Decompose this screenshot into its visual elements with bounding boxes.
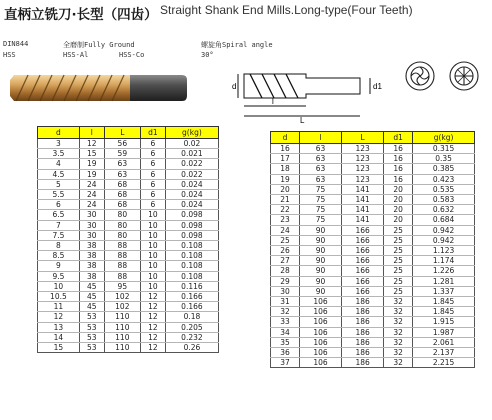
table-cell: 32	[384, 358, 413, 368]
table-cell: 88	[104, 251, 140, 261]
table-cell: 0.098	[165, 210, 218, 220]
table-cell: 102	[104, 292, 140, 302]
table-cell: 7.5	[38, 230, 80, 240]
table-cell: 80	[104, 210, 140, 220]
table-cell: 45	[79, 302, 104, 312]
table-row	[271, 286, 475, 296]
table-row	[271, 154, 475, 164]
table-cell: 32	[384, 297, 413, 307]
col-header-l: l	[299, 132, 341, 144]
table-cell: 141	[342, 184, 384, 194]
table-header-row	[38, 127, 219, 139]
table-cell: 9	[38, 261, 80, 271]
table-cell: 24	[79, 200, 104, 210]
title-row	[4, 3, 158, 25]
table-cell: 106	[299, 337, 341, 347]
table-cell: 0.166	[165, 292, 218, 302]
table-cell: 110	[104, 343, 140, 353]
spec-standard: DIN844	[3, 40, 29, 48]
material-hss-al: HSS-Al	[63, 51, 89, 59]
table-cell: 166	[342, 246, 384, 256]
table-cell: 68	[104, 200, 140, 210]
table-cell: 17	[271, 154, 300, 164]
table-cell: 90	[299, 246, 341, 256]
table-cell: 10	[140, 281, 165, 291]
table-cell: 88	[104, 271, 140, 281]
table-cell: 25	[384, 235, 413, 245]
table-cell: 24	[271, 225, 300, 235]
table-cell: 75	[299, 205, 341, 215]
table-cell: 0.18	[165, 312, 218, 322]
table-cell: 2.215	[413, 358, 475, 368]
table-row	[38, 230, 219, 240]
table-row	[38, 292, 219, 302]
table-cell: 0.423	[413, 174, 475, 184]
table-row	[38, 159, 219, 169]
table-cell: 1.845	[413, 297, 475, 307]
table-cell: 63	[104, 169, 140, 179]
table-cell: 68	[104, 190, 140, 200]
table-cell: 32	[384, 327, 413, 337]
table-cell: 53	[79, 322, 104, 332]
table-cell: 166	[342, 266, 384, 276]
end-mill-photo	[8, 66, 190, 110]
table-cell: 88	[104, 261, 140, 271]
table-cell: 16	[384, 164, 413, 174]
table-cell: 16	[271, 144, 300, 154]
table-cell: 0.108	[165, 251, 218, 261]
label-d1: d1	[373, 82, 382, 91]
table-cell: 6	[140, 190, 165, 200]
table-cell: 12	[140, 322, 165, 332]
table-cell: 166	[342, 256, 384, 266]
table-cell: 32	[271, 307, 300, 317]
table-row	[271, 266, 475, 276]
table-cell: 12	[38, 312, 80, 322]
table-cell: 0.022	[165, 169, 218, 179]
table-cell: 186	[342, 348, 384, 358]
table-cell: 63	[104, 159, 140, 169]
label-L: L	[300, 116, 305, 124]
table-cell: 25	[384, 225, 413, 235]
table-cell: 0.108	[165, 261, 218, 271]
table-cell: 75	[299, 215, 341, 225]
table-cell: 102	[104, 302, 140, 312]
table-row	[271, 195, 475, 205]
table-cell: 0.02	[165, 139, 218, 149]
table-row	[271, 256, 475, 266]
table-row	[271, 215, 475, 225]
table-cell: 30	[79, 210, 104, 220]
page-subtitle: Straight Shank End Mills.Long-type(Four Teeth)	[160, 3, 413, 17]
table-row	[271, 235, 475, 245]
table-cell: 106	[299, 327, 341, 337]
table-cell: 22	[271, 205, 300, 215]
table-cell: 56	[104, 139, 140, 149]
table-cell: 1.226	[413, 266, 475, 276]
table-cell: 0.26	[165, 343, 218, 353]
table-cell: 20	[384, 205, 413, 215]
label-l: l	[272, 97, 274, 106]
table-cell: 27	[271, 256, 300, 266]
table-cell: 106	[299, 348, 341, 358]
table-cell: 25	[384, 286, 413, 296]
table-row	[38, 179, 219, 189]
table-cell: 25	[271, 235, 300, 245]
table-cell: 63	[299, 174, 341, 184]
table-cell: 80	[104, 220, 140, 230]
table-cell: 141	[342, 195, 384, 205]
end-views	[400, 58, 486, 94]
table-cell: 0.024	[165, 200, 218, 210]
spiral-angle-value: 30°	[201, 51, 214, 59]
table-cell: 35	[271, 337, 300, 347]
table-cell: 20	[271, 184, 300, 194]
table-cell: 10	[38, 281, 80, 291]
table-cell: 166	[342, 276, 384, 286]
table-cell: 0.232	[165, 332, 218, 342]
table-cell: 15	[38, 343, 80, 353]
table-cell: 63	[299, 164, 341, 174]
table-cell: 166	[342, 235, 384, 245]
table-cell: 4.5	[38, 169, 80, 179]
table-cell: 3.5	[38, 149, 80, 159]
page-title: 直柄立铣刀·长型（四齿）	[4, 7, 158, 23]
table-cell: 80	[104, 230, 140, 240]
table-cell: 0.098	[165, 220, 218, 230]
table-cell: 0.024	[165, 190, 218, 200]
table-cell: 12	[79, 139, 104, 149]
table-cell: 32	[384, 307, 413, 317]
table-row	[271, 184, 475, 194]
table-row	[38, 322, 219, 332]
table-cell: 0.632	[413, 205, 475, 215]
spec-grinding: 全磨制Fully Ground	[63, 41, 135, 49]
table-row	[271, 348, 475, 358]
table-cell: 16	[384, 144, 413, 154]
table-cell: 186	[342, 307, 384, 317]
table-cell: 1.281	[413, 276, 475, 286]
table-cell: 0.116	[165, 281, 218, 291]
col-header-d: d	[38, 127, 80, 139]
table-cell: 53	[79, 343, 104, 353]
table-cell: 6	[38, 200, 80, 210]
table-cell: 10	[140, 210, 165, 220]
table-cell: 90	[299, 225, 341, 235]
col-header-weight: g(kg)	[165, 127, 218, 139]
table-cell: 106	[299, 358, 341, 368]
table-cell: 18	[271, 164, 300, 174]
table-row	[271, 246, 475, 256]
table-row	[271, 205, 475, 215]
table-cell: 106	[299, 317, 341, 327]
table-cell: 0.942	[413, 225, 475, 235]
table-cell: 0.535	[413, 184, 475, 194]
table-row	[38, 139, 219, 149]
table-cell: 6	[140, 200, 165, 210]
table-cell: 12	[140, 343, 165, 353]
table-cell: 38	[79, 261, 104, 271]
table-cell: 186	[342, 297, 384, 307]
spec-spiral-angle-label: 螺旋角Spiral angle	[201, 41, 273, 49]
table-cell: 21	[271, 195, 300, 205]
table-cell: 4	[38, 159, 80, 169]
table-row	[38, 220, 219, 230]
table-cell: 166	[342, 286, 384, 296]
table-row	[38, 302, 219, 312]
table-row	[271, 307, 475, 317]
table-cell: 0.024	[165, 179, 218, 189]
table-cell: 15	[79, 149, 104, 159]
table-cell: 12	[140, 312, 165, 322]
table-cell: 0.166	[165, 302, 218, 312]
table-cell: 0.35	[413, 154, 475, 164]
table-row	[271, 225, 475, 235]
table-cell: 141	[342, 205, 384, 215]
table-cell: 90	[299, 256, 341, 266]
table-cell: 88	[104, 241, 140, 251]
end-view-right-icon	[450, 62, 478, 90]
end-view-left-icon	[406, 62, 434, 90]
table-row	[271, 174, 475, 184]
table-cell: 0.108	[165, 241, 218, 251]
table-row	[38, 169, 219, 179]
table-cell: 3	[38, 139, 80, 149]
table-cell: 26	[271, 246, 300, 256]
table-cell: 10	[140, 241, 165, 251]
table-row	[38, 281, 219, 291]
table-cell: 123	[342, 154, 384, 164]
table-cell: 110	[104, 312, 140, 322]
table-cell: 95	[104, 281, 140, 291]
table-cell: 9.5	[38, 271, 80, 281]
table-row	[38, 251, 219, 261]
table-cell: 23	[271, 215, 300, 225]
table-cell: 20	[384, 184, 413, 194]
table-cell: 6	[140, 159, 165, 169]
table-cell: 53	[79, 332, 104, 342]
table-cell: 34	[271, 327, 300, 337]
table-cell: 186	[342, 327, 384, 337]
material-hss-co: HSS-Co	[119, 51, 145, 59]
table-row	[38, 149, 219, 159]
table-row	[271, 337, 475, 347]
table-cell: 10	[140, 261, 165, 271]
table-cell: 2.061	[413, 337, 475, 347]
table-cell: 30	[79, 220, 104, 230]
table-cell: 12	[140, 332, 165, 342]
table-cell: 110	[104, 322, 140, 332]
table-row	[271, 164, 475, 174]
col-header-l: l	[79, 127, 104, 139]
table-cell: 90	[299, 286, 341, 296]
table-cell: 6	[140, 179, 165, 189]
table-cell: 36	[271, 348, 300, 358]
table-cell: 1.123	[413, 246, 475, 256]
table-row	[38, 261, 219, 271]
table-cell: 0.684	[413, 215, 475, 225]
table-cell: 75	[299, 195, 341, 205]
table-cell: 25	[384, 246, 413, 256]
table-cell: 19	[79, 169, 104, 179]
table-cell: 7	[38, 220, 80, 230]
table-cell: 0.315	[413, 144, 475, 154]
table-cell: 123	[342, 174, 384, 184]
table-cell: 1.337	[413, 286, 475, 296]
table-cell: 1.845	[413, 307, 475, 317]
table-cell: 19	[79, 159, 104, 169]
table-row	[38, 332, 219, 342]
table-row	[271, 276, 475, 286]
table-cell: 20	[384, 195, 413, 205]
col-header-L: L	[342, 132, 384, 144]
table-cell: 45	[79, 292, 104, 302]
table-cell: 10	[140, 220, 165, 230]
table-cell: 10.5	[38, 292, 80, 302]
table-cell: 16	[384, 174, 413, 184]
table-row	[38, 210, 219, 220]
table-cell: 106	[299, 307, 341, 317]
material-hss: HSS	[3, 51, 16, 59]
table-cell: 8	[38, 241, 80, 251]
col-header-L: L	[104, 127, 140, 139]
table-cell: 37	[271, 358, 300, 368]
table-cell: 6	[140, 139, 165, 149]
table-cell: 2.137	[413, 348, 475, 358]
table-cell: 0.942	[413, 235, 475, 245]
table-cell: 6	[140, 169, 165, 179]
table-cell: 10	[140, 251, 165, 261]
label-d: d	[232, 82, 237, 91]
table-cell: 14	[38, 332, 80, 342]
tool-dimension-diagram	[228, 60, 396, 124]
table-cell: 5.5	[38, 190, 80, 200]
table-row	[38, 241, 219, 251]
table-cell: 16	[384, 154, 413, 164]
table-row	[38, 190, 219, 200]
spec-table-right	[270, 131, 475, 368]
table-cell: 59	[104, 149, 140, 159]
table-cell: 106	[299, 297, 341, 307]
table-cell: 141	[342, 215, 384, 225]
table-cell: 30	[79, 230, 104, 240]
table-cell: 38	[79, 271, 104, 281]
table-cell: 32	[384, 348, 413, 358]
table-cell: 63	[299, 144, 341, 154]
table-cell: 1.915	[413, 317, 475, 327]
table-cell: 11	[38, 302, 80, 312]
table-cell: 12	[140, 292, 165, 302]
table-cell: 90	[299, 235, 341, 245]
table-cell: 25	[384, 266, 413, 276]
table-cell: 0.021	[165, 149, 218, 159]
table-cell: 38	[79, 251, 104, 261]
table-row	[271, 317, 475, 327]
table-cell: 31	[271, 297, 300, 307]
table-cell: 75	[299, 184, 341, 194]
table-cell: 123	[342, 164, 384, 174]
table-cell: 186	[342, 317, 384, 327]
table-header-row	[271, 132, 475, 144]
table-cell: 29	[271, 276, 300, 286]
table-cell: 33	[271, 317, 300, 327]
table-cell: 8.5	[38, 251, 80, 261]
table-row	[38, 312, 219, 322]
table-cell: 0.205	[165, 322, 218, 332]
table-cell: 20	[384, 215, 413, 225]
table-cell: 123	[342, 144, 384, 154]
table-cell: 25	[384, 256, 413, 266]
table-cell: 1.174	[413, 256, 475, 266]
table-cell: 28	[271, 266, 300, 276]
table-row	[271, 327, 475, 337]
table-cell: 53	[79, 312, 104, 322]
col-header-weight: g(kg)	[413, 132, 475, 144]
table-cell: 6.5	[38, 210, 80, 220]
table-cell: 30	[271, 286, 300, 296]
table-row	[38, 271, 219, 281]
table-cell: 32	[384, 337, 413, 347]
table-cell: 0.583	[413, 195, 475, 205]
table-cell: 0.022	[165, 159, 218, 169]
table-row	[271, 358, 475, 368]
table-cell: 12	[140, 302, 165, 312]
table-cell: 186	[342, 358, 384, 368]
table-cell: 38	[79, 241, 104, 251]
table-cell: 166	[342, 225, 384, 235]
col-header-d1: d1	[140, 127, 165, 139]
table-cell: 0.098	[165, 230, 218, 240]
col-header-d1: d1	[384, 132, 413, 144]
col-header-d: d	[271, 132, 300, 144]
table-cell: 0.108	[165, 271, 218, 281]
table-cell: 24	[79, 190, 104, 200]
table-cell: 68	[104, 179, 140, 189]
table-cell: 90	[299, 276, 341, 286]
table-cell: 10	[140, 230, 165, 240]
table-cell: 45	[79, 281, 104, 291]
table-cell: 186	[342, 337, 384, 347]
table-cell: 25	[384, 276, 413, 286]
table-cell: 5	[38, 179, 80, 189]
table-cell: 90	[299, 266, 341, 276]
table-cell: 13	[38, 322, 80, 332]
spec-table-left	[37, 126, 219, 353]
table-cell: 0.385	[413, 164, 475, 174]
table-cell: 1.987	[413, 327, 475, 337]
table-row	[38, 343, 219, 353]
table-cell: 110	[104, 332, 140, 342]
table-row	[271, 144, 475, 154]
table-cell: 24	[79, 179, 104, 189]
table-cell: 63	[299, 154, 341, 164]
table-cell: 19	[271, 174, 300, 184]
table-row	[38, 200, 219, 210]
table-cell: 32	[384, 317, 413, 327]
table-row	[271, 297, 475, 307]
table-cell: 10	[140, 271, 165, 281]
table-cell: 6	[140, 149, 165, 159]
